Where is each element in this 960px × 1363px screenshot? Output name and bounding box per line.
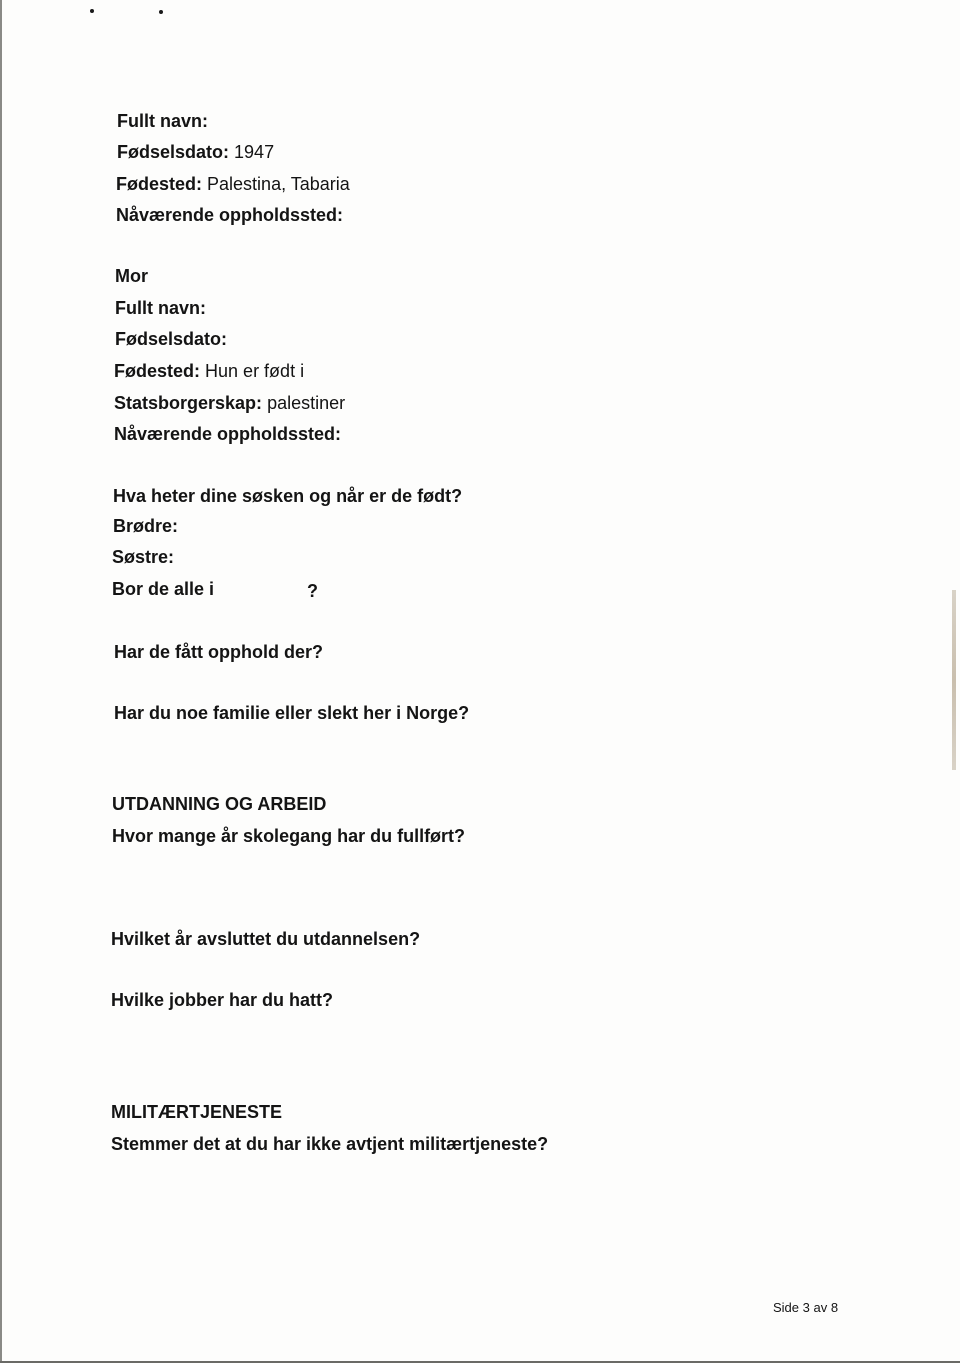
- jobs-question: Hvilke jobber har du hatt?: [111, 990, 334, 1010]
- school-years-question-line: [112, 825, 465, 847]
- scan-speck: [159, 10, 163, 14]
- residence-line: [116, 204, 343, 226]
- birth-place-label: Fødested:: [116, 174, 203, 194]
- education-finished-question: Hvilket år avsluttet du utdannelsen?: [111, 929, 421, 949]
- family-norway-question: Har du noe familie eller slekt her i Norge?: [114, 703, 470, 723]
- full-name-label: Fullt navn:: [117, 111, 208, 131]
- mother-heading: Mor: [115, 266, 148, 286]
- siblings-question: Hva heter dine søsken og når er de født?: [113, 486, 463, 506]
- scan-left-edge: [0, 0, 2, 1363]
- education-heading-line: [112, 793, 326, 815]
- full-name-line: [117, 110, 208, 132]
- military-heading-line: [111, 1101, 282, 1123]
- mother-birth-date-line: [115, 328, 227, 350]
- jobs-question-line: [111, 989, 333, 1011]
- live-in-question-mark-line: [307, 580, 318, 602]
- mother-full-name-line: [115, 297, 206, 319]
- siblings-question-line: [113, 485, 462, 507]
- birth-date-value: 1947: [234, 142, 275, 162]
- birth-place-value: Palestina, Tabaria: [207, 174, 350, 194]
- brothers-line: [113, 515, 178, 537]
- mother-citizenship-line: [114, 392, 345, 414]
- mother-birth-date-label: Fødselsdato:: [115, 329, 228, 349]
- military-heading: MILITÆRTJENESTE: [111, 1102, 283, 1122]
- mother-birth-place-label: Fødested:: [114, 361, 201, 381]
- mother-birth-place-value: Hun er født i: [205, 361, 305, 381]
- mother-birth-place-line: [114, 360, 304, 382]
- live-in-line: [112, 578, 214, 600]
- education-heading: UTDANNING OG ARBEID: [112, 794, 327, 814]
- residence-label: Nåværende oppholdssted:: [116, 205, 344, 225]
- mother-full-name-label: Fullt navn:: [115, 298, 206, 318]
- school-years-question: Hvor mange år skolegang har du fullført?: [112, 826, 466, 846]
- scan-speck: [90, 9, 94, 13]
- military-question-line: [111, 1133, 548, 1155]
- live-in-label: Bor de alle i: [112, 579, 215, 599]
- mother-heading-line: [115, 265, 148, 287]
- mother-citizenship-value: palestiner: [267, 393, 346, 413]
- mother-residence-label: Nåværende oppholdssted:: [114, 424, 342, 444]
- birth-date-label: Fødselsdato:: [117, 142, 230, 162]
- birth-place-line: [116, 173, 350, 195]
- birth-date-line: [117, 141, 274, 163]
- family-norway-question-line: [114, 702, 469, 724]
- live-in-question-mark: ?: [307, 581, 318, 601]
- residence-question-line: [114, 641, 323, 663]
- brothers-label: Brødre:: [113, 516, 179, 536]
- sisters-label: Søstre:: [112, 547, 175, 567]
- page-number: Side 3 av 8: [773, 1300, 839, 1315]
- mother-residence-line: [114, 423, 341, 445]
- education-finished-question-line: [111, 928, 420, 950]
- residence-question: Har de fått opphold der?: [114, 642, 323, 662]
- sisters-line: [112, 546, 174, 568]
- scan-right-edge: [952, 590, 956, 770]
- military-question: Stemmer det at du har ikke avtjent militærtjeneste?: [111, 1134, 549, 1154]
- mother-citizenship-label: Statsborgerskap:: [114, 393, 263, 413]
